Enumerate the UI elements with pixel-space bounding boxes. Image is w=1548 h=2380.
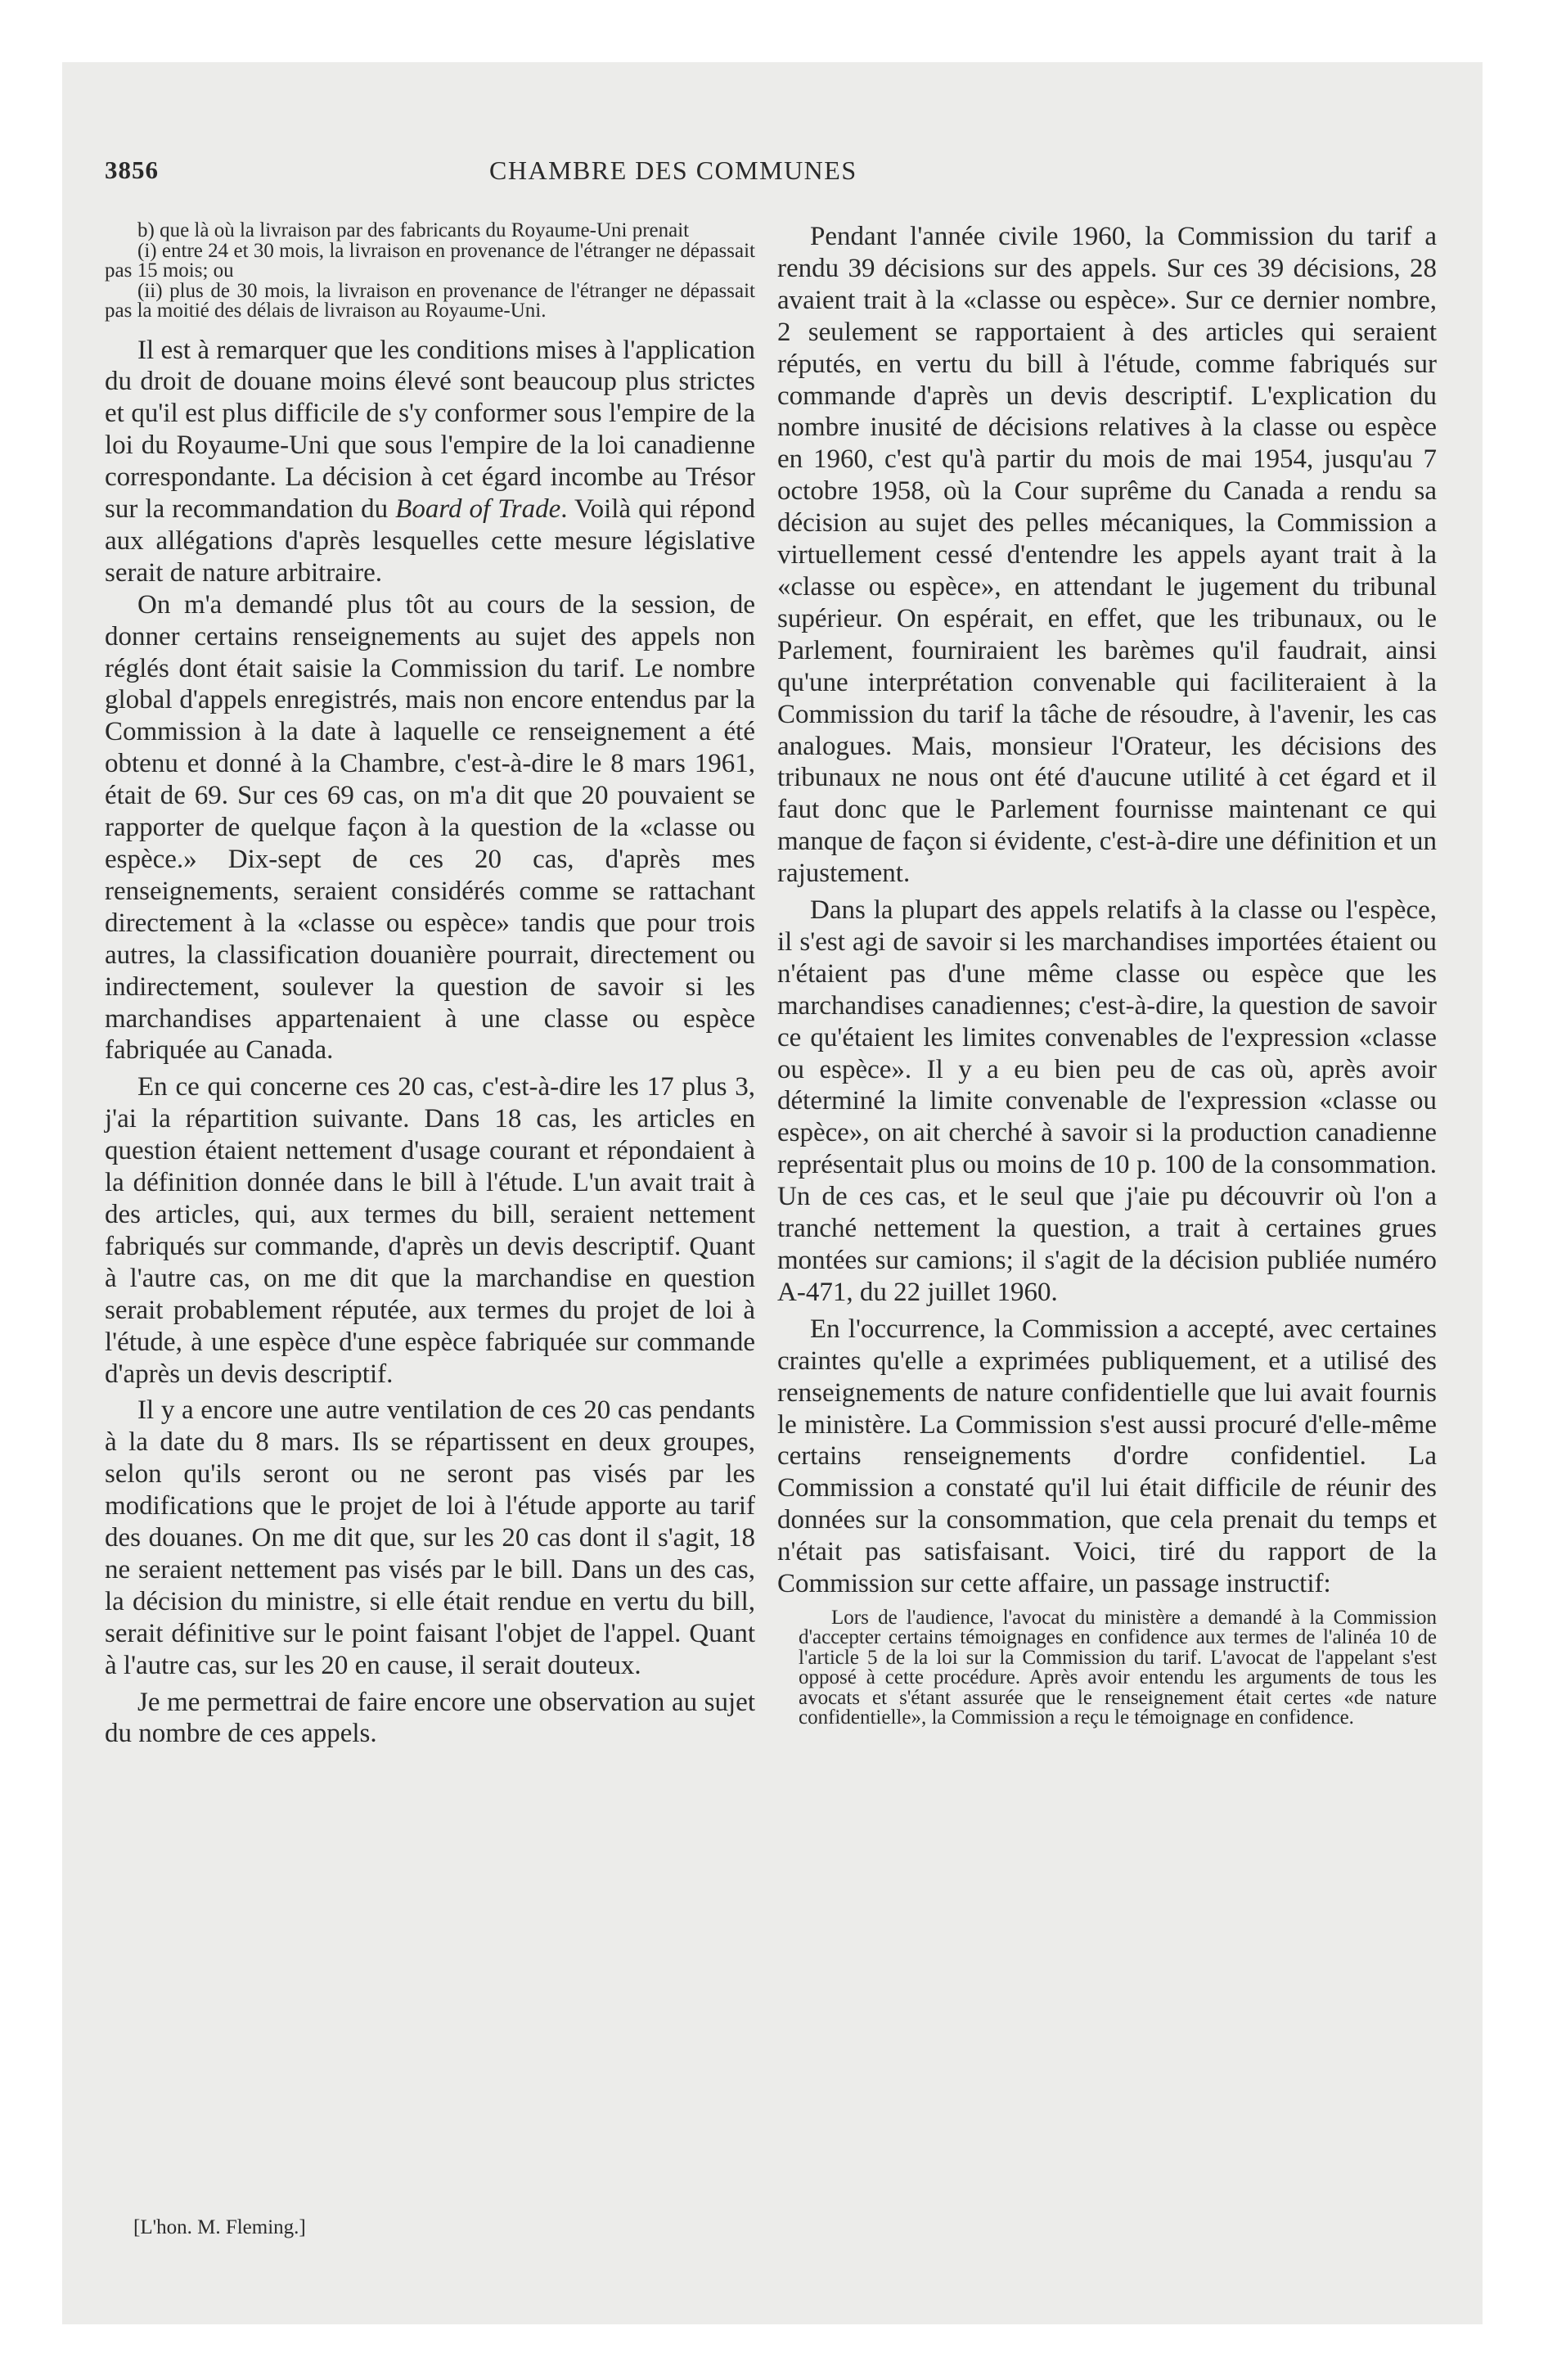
board-of-trade: Board of Trade	[395, 494, 561, 525]
block-quote: Lors de l'audience, l'avocat du ministère a demandé à la Commission d'accepter certains témoignages en confidence aux termes de l'alinéa 10 de l'article 5 de la loi sur la Commission du tarif. L'avocat de l'appelant s'est opposé à cette procédure. Après avoir entendu les arguments de tous les avocats et s'étant assurée que le renseignement était certes «de nature confidentielle», la Commission a reçu le témoignage en confidence.	[799, 1606, 1437, 1729]
paragraph: Je me permettrai de faire encore une observation au sujet du nombre de ces appels.	[105, 1687, 755, 1749]
paragraph: Il y a encore une autre ventilation de ces 20 cas pendants à la date du 8 mars. Ils se répartissent en deux groupes, selon qu'ils seront ou ne seront pas visés par les modifications que le projet de loi à l'étude apporte au tarif des douanes. On me dit que, sur les 20 cas dont il s'agit, 18 ne seraient nettement pas visés par le bill. Dans un des cas, la décision du ministre, si elle était rendue en vertu du bill, serait définitive sur le point faisant l'objet de l'appel. Quant à l'autre cas, sur les 20 en cause, il serait douteux.	[105, 1395, 755, 1680]
page-header	[105, 156, 982, 192]
left-column	[105, 221, 755, 1750]
paragraph: Pendant l'année civile 1960, la Commission du tarif a rendu 39 décisions sur des appels. Sur ces 39 décisions, 28 avaient trait à la «classe ou espèce». Sur ce dernier nombre, 2 seulement se rapportaient à des articles qui seraient réputés, en vertu du bill à l'étude, comme fabriqués sur commande d'après un devis descriptif. L'explication du nombre inusité de décisions relatives à la classe ou espèce en 1960, c'est qu'à partir du mois de mai 1954, jusqu'au 7 octobre 1958, où la Cour suprême du Canada a rendu sa décision au sujet des pelles mécaniques, la Commission a virtuellement cessé d'entendre les appels ayant trait à la «classe ou espèce», en attendant le jugement du tribunal supérieur. On espérait, en effet, que les tribunaux, ou le Parlement, fourniraient les barèmes qu'il faudrait, ainsi qu'une interprétation convenable qui faciliteraient à la Commission du tarif la tâche de résoudre, à l'avenir, les cas analogues. Mais, monsieur l'Orateur, les décisions des tribunaux ne nous ont été d'aucune utilité à cet égard et il faut donc que le Parlement fournisse maintenant ce qui manque de façon si évidente, c'est-à-dire une définition et un rajustement.	[777, 222, 1437, 889]
page-number: 3856	[105, 156, 159, 184]
right-column	[777, 221, 1437, 1729]
paragraph: En ce qui concerne ces 20 cas, c'est-à-dire les 17 plus 3, j'ai la répartition suivante. Dans 18 cas, les articles en question étaient nettement d'usage courant et répondaient à la définition donnée dans le bill à l'étude. L'un avait trait à des articles, qui, aux termes du bill, seraient nettement fabriqués sur commande, d'après un devis descriptif. Quant à l'autre cas, on me dit que la marchandise en question serait probablement réputée, aux termes du projet de loi à l'étude, à une espèce d'une espèce fabriquée sur commande d'après un devis descriptif.	[105, 1072, 755, 1389]
speaker-signature: [L'hon. M. Fleming.]	[133, 2216, 306, 2238]
paragraph: En l'occurrence, la Commission a accepté, avec certaines craintes qu'elle a exprimées publiquement, et a utilisé des renseignements de nature confidentielle que lui avait fournis le ministère. La Commission s'est aussi procuré d'elle-même certains renseignements d'ordre confidentiel. La Commission a constaté qu'il lui était difficile de réunir des données sur la consommation, que cela prenait du temps et n'était pas satisfaisant. Voici, tiré du rapport de la Commission sur cette affaire, un passage instructif:	[777, 1314, 1437, 1599]
clause-i: (i) entre 24 et 30 mois, la livraison en provenance de l'étranger ne dépassait pas 15 mois; ou	[105, 239, 755, 282]
clause-b: b) que là où la livraison par des fabricants du Royaume-Uni prenait	[137, 219, 690, 241]
paragraph-text: . Voilà qui répond aux allégations d'après lesquelles cette mesure législative serait de nature arbitraire.	[105, 494, 755, 588]
running-title: CHAMBRE DES COMMUNES	[489, 156, 857, 185]
paragraph-text: Il est à remarquer que les conditions mises à l'application du droit de douane moins élevé sont beaucoup plus strictes et qu'il est plus difficile de s'y conformer sous l'empire de la loi du Royaume-Uni que sous l'empire de la loi canadienne correspondante. La décision à cet égard incombe au Trésor sur la recommandation du	[105, 335, 755, 525]
clause-ii: (ii) plus de 30 mois, la livraison en provenance de l'étranger ne dépassait pas la moitié des délais de livraison au Royaume-Uni.	[105, 279, 755, 322]
paragraph: On m'a demandé plus tôt au cours de la session, de donner certains renseignements au sujet des appels non réglés dont était saisie la Commission du tarif. Le nombre global d'appels enregistrés, mais non encore entendus par la Commission à la date à laquelle ce renseignement a été obtenu et donné à la Chambre, c'est-à-dire le 8 mars 1961, était de 69. Sur ces 69 cas, on m'a dit que 20 pouvaient se rapporter de quelque façon à la question de la «classe ou espèce.» Dix-sept de ces 20 cas, d'après mes renseignements, seraient considérés comme se rattachant directement à la «classe ou espèce» tandis que pour trois autres, la classification douanière pourrait, directement ou indirectement, soulever la question de savoir si les marchandises appartenaient à une classe ou espèce fabriquée au Canada.	[105, 589, 755, 1066]
paragraph: Dans la plupart des appels relatifs à la classe ou l'espèce, il s'est agi de savoir si les marchandises importées étaient ou n'étaient pas d'une même classe ou espèce que les marchandises canadiennes; c'est-à-dire, la question de savoir ce qu'étaient les limites convenables de l'expression «classe ou espèce». Il y a eu bien peu de cas où, après avoir déterminé la limite convenable de l'expression «classe ou espèce», on ait cherché à savoir si la production canadienne représentait plus ou moins de 10 p. 100 de la consommation. Un de ces cas, et le seul que j'aie pu découvrir où l'on a tranché nettement la question, a trait à certaines grues montées sur camions; il s'agit de la décision publiée numéro A-471, du 22 juillet 1960.	[777, 895, 1437, 1307]
paragraph	[105, 335, 755, 589]
